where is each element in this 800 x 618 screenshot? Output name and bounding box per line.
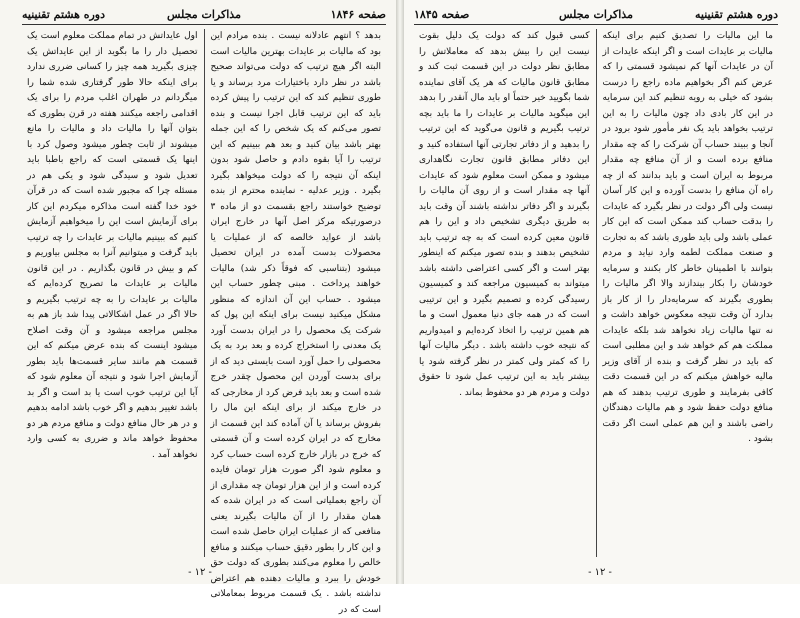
column-divider <box>204 29 205 557</box>
column-text: کسی قبول کند که دولت یک دلیل بقوت نیست این را بیش بدهد که معاملاتش را مطابق نظر دولت در این قسمت ثبت کند و مطابق قانون مالیات که هر یک آقای نماینده شما بگویید خیر حتماً او باید مال آنقدر را بدهد این میگوید مالیات بر عایدات را ما باید بچه ترتیب بگیریم و قانون می‌گوید که این ترتیب را بدهید و از دفاتر تجارتی آنها استفاده کنید و این دفاتر مطابق قانون تجارت نگاهداری میشود و ممکن است معلوم شود که عایدات آنها چه مقدار است و از روی آن مالیات را بگیرند و اگر دفاتر نداشته باشند آن وقت باید به طریق دیگری تشخیص داد و این را هم قانون معین کرده است که به چه ترتیب باید تشخیص بدهند و بنده تصور میکنم که اینطور بهتر است و اگر کسی اعتراضی داشته باشد میتواند به کمیسیون مراجعه کند و کمیسیون رسیدگی کرده و تصمیم بگیرد و این ترتیبی است که در همه جای دنیا معمول است و ما هم همین ترتیب را اتخاذ کرده‌ایم و امیدواریم که نتیجه خوب داشته باشد . دیگر مالیات آنها را که کمتر ولی کمتر در نظر گرفته شود یا بیشتر باید به این ترتیب عمل شود تا حقوق دولت و مردم هر دو محفوظ بماند . <box>419 31 590 398</box>
session-label: دوره هشتم تقنینیه <box>695 8 778 21</box>
page-header <box>414 6 778 25</box>
column-text: ما این مالیات را تصدیق کنیم برای اینکه مالیات بر عایدات است و اگر اینکه عایدات از آن در عایدات آنها کم نمیشود قسمتی را که عرض کنم اگر بخواهیم ماده راجع را درست بشود که خیلی به رویه تنظیم کند این سرمایه در این کار بادی داد چون مالیات را به این ترتیب بخواهد باید یک نفر مأمور شود برود در آنجا و ببیند حساب آن شرکت را که چه مقدار منافع برده است و از آن منافع چه مقدار مربوط به ایران است و باید بدانند که از چه راه آن منافع را بدست آورده و این کار آسان نیست ولی اگر دولت در نظر بگیرد که عایدات را بدقت حساب کند ممکن است که این کار عملی باشد ولی باید طوری باشد که به تجارت و صنعت مملکت لطمه وارد نیاید و مردم بتوانند با اطمینان خاطر کار بکنند و سرمایه خودشان را بکار بیندازند والا اگر مالیات را بطوری بگیرند که سرمایه‌دار را از کار باز بدارد آن وقت نتیجه معکوس خواهد داشت و نه تنها مالیات زیاد نخواهد شد بلکه عایدات مملکت هم کم خواهد شد و این مطلبی است که باید در نظر گرفت و بنده از آقای وزیر مالیه خواهش میکنم که در این قسمت دقت کافی بفرمایند و طوری ترتیب بدهند که هم منافع دولت حفظ شود و هم مالیات دهندگان راضی باشند و این هم عملی است اگر دقت بشود . <box>602 31 773 444</box>
column-text: اول عایداتش در تمام مملکت معلوم است یک تحصیل دار را ما بگوید از این عایداتش یک چیزی بگیرید همه چیز را کسانی ضرری ندارد برای اینکه حالا طور گرفتاری شده شما را میگردانم در طهران اغلب مردم را برای یک اقدامی راجعه میکنند هفته در قرن بطوری که بتوان آنها را مالیات داد و مالیات را مانع میشوند از ثابت چطور میشود وصول کرد با اینها یک قسمتی است که راجع باطبا باید تعدیل شود و سیدگی شود و یکی هم در مسئله چرا که مجبور شده است که در قرآن خود خدا گفته است مذاکره میکردم این کار برای آزمایش است این را میخواهیم آزمایش کنیم که ببینیم مالیات بر عایدات را چه ترتیب باید گرفت و میتوانیم آنرا به مجلس بیاوریم و کم و بیش در قانون بگذاریم . در این قانون مالیات بر عایدات ما تصریح کرده‌ایم که مالیات بر عایدات را به چه ترتیب بگیریم و حالا اگر در عمل اشکالاتی پیدا شد باز هم به مجلس مراجعه میشود و آن وقت اصلاح میشود اینست که بنده عرض میکنم که این قسمت هم مانند سایر قسمت‌ها باید بطور آزمایش اجرا شود و نتیجه آن معلوم شود که آیا این ترتیب خوب است یا بد است و اگر بد باشد تغییر بدهیم و اگر خوب باشد ادامه بدهیم و در هر حال منافع دولت و منافع مردم هر دو محفوظ خواهد ماند و ضرری به کسی وارد نخواهد آمد . <box>27 31 198 460</box>
text-column <box>414 29 595 557</box>
header-title: مذاکرات مجلس <box>559 8 633 21</box>
text-columns <box>414 29 778 557</box>
page-number: - ۱۲ - <box>188 567 212 578</box>
text-column <box>22 29 203 557</box>
page-label: صفحه ۱۸۴۶ <box>330 8 386 21</box>
text-column <box>598 29 779 557</box>
header-title: مذاکرات مجلس <box>167 8 241 21</box>
column-divider <box>596 29 597 557</box>
session-label: دوره هشتم تقنینیه <box>22 8 105 21</box>
page-header <box>22 6 386 25</box>
column-text: بدهد ؟ انتهم عادلانه نیست . بنده مرادم این بود که مالیات بر عایدات بهترین مالیات است البته اگر هیچ ترتیب که دولت می‌تواند صحیح باشد در نظر دارد باختیارات مرد برساند و یا طوری تنظیم کند که این ترتیب را پیش کرده باید که این ترتیب قابل اجرا نیست و بنده تصور می‌کنم که یک شخص را که این جمله بهتر باشد بیان کنید و بعد هم ببینیم که این ترتیب را آیا بقوه دادم و حاصل شود بدون اینکه آن نتیجه را که دولت میخواهد بگیرد بگیرد . وزیر عدلیه - نماینده محترم از بنده توضیح خواستند راجع بقسمت دو از ماده ۳ درصورتیکه مرکز اصل آنها در خارج ایران باشد از عواید خالصه که از عملیات یا محصولات بدست آمده در ایران تحصیل میشود (بتناسبی که فوقاً ذکر شد) مالیات خواهند پرداخت . مبنی چطور حساب این میشود . حساب این آن اندازه که منظور مشکل میکنید نیست برای اینکه این پول که شرکت یک محصول را در ایران بدست آورد یک معدنی را استخراج کرده و بعد برد به یک محصولی را حمل آورد است بایستی دید که از برای بدست آوردن این محصول چقدر خرج شده است و بعد باید فرض کرد از مخارجی که در خارج میکند از برای اینکه این مال را بفروش برساند یا آن آماده کند این قسمت از مخارج که در ایران کرده است و آن قسمتی که خرج در بازار خارج کرده است حساب کرد و معلوم شود اگر صورت هزار تومان فایده کرده است و از این هزار تومان چه مقداری از آن راجع بعملیاتی است که در ایران شده که همان مقدار را از آن مالیات بگیرند یعنی منافعی که از عملیات ایران حاصل شده است و این کار را بطور دقیق حساب میکنند و منافع خالص را معلوم می‌کنند بطوری که دولت حق خودش را ببرد و مالیات دهنده هم اعتراض نداشته باشد . یک قسمت مربوط بمعاملاتی است که در <box>210 31 381 615</box>
right-page <box>400 0 800 584</box>
page-label: صفحه ۱۸۴۵ <box>414 8 470 21</box>
left-page <box>0 0 400 615</box>
book-gutter <box>396 0 404 584</box>
page-number: - ۱۲ - <box>588 567 612 578</box>
text-column <box>206 29 387 615</box>
